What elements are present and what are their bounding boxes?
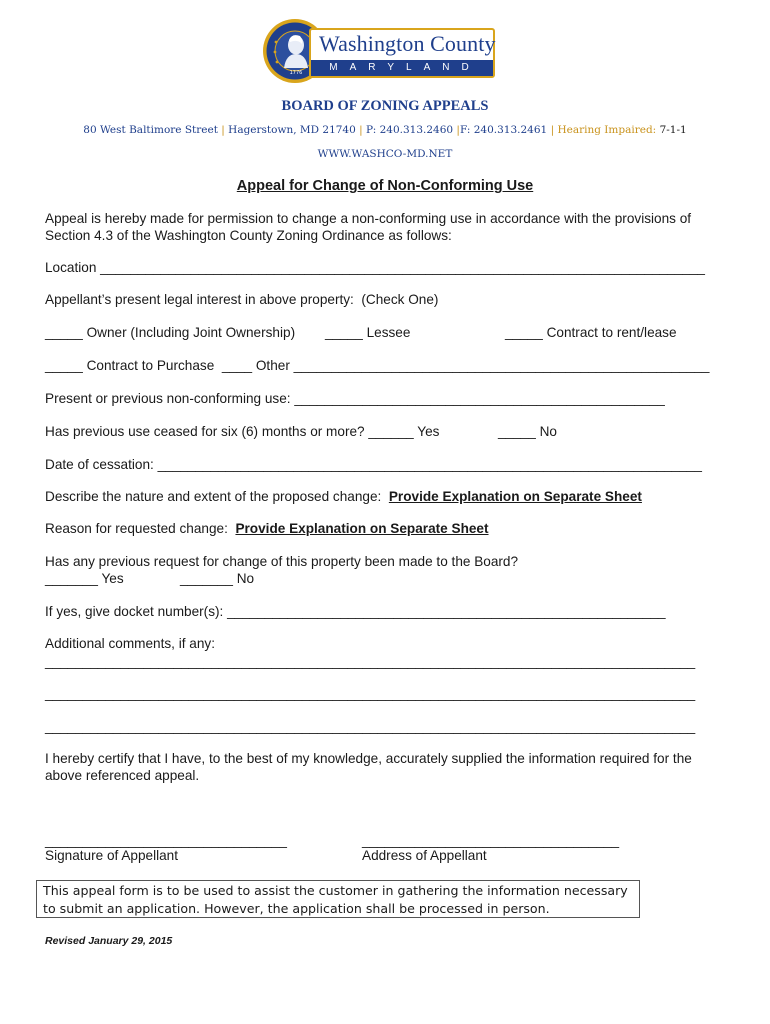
revision-date: Revised January 29, 2015 xyxy=(45,935,173,947)
seal-year: 1776 xyxy=(289,70,303,76)
logo-county-name: Washington County xyxy=(319,31,496,56)
prior-request-yes[interactable]: _______ Yes xyxy=(45,571,124,586)
location-field[interactable]: Location ________________________________________________________________________________ xyxy=(45,260,705,275)
logo-state-name: MARYLAND xyxy=(311,60,493,76)
hearing-impaired-label: Hearing Impaired: xyxy=(557,124,660,136)
reason-instruction: Provide Explanation on Separate Sheet xyxy=(235,521,489,536)
docket-number-field[interactable]: If yes, give docket number(s): __________________________________________________________ xyxy=(45,604,666,619)
reason-label: Reason for requested change: xyxy=(45,521,236,536)
intro-text-line-1: Appeal is hereby made for permission to change a non-conforming use in accordance with the provisions of xyxy=(45,211,692,226)
option-contract-rent[interactable]: _____ Contract to rent/lease xyxy=(505,325,677,340)
describe-change-label: Describe the nature and extent of the proposed change: xyxy=(45,489,389,504)
comments-label: Additional comments, if any: xyxy=(45,636,216,651)
contact-address-line xyxy=(0,124,770,136)
describe-change-row xyxy=(45,489,642,505)
address-label: Address of Appellant xyxy=(362,848,487,863)
separator: | xyxy=(453,124,460,136)
comment-line-2[interactable]: ______________________________________________________________________________________ xyxy=(45,686,696,701)
option-owner[interactable]: _____ Owner (Including Joint Ownership) xyxy=(45,325,296,340)
separator: | xyxy=(355,124,367,136)
fax-number: F: 240.313.2461 xyxy=(459,124,548,136)
board-title: BOARD OF ZONING APPEALS xyxy=(281,98,489,114)
separator: | xyxy=(547,124,558,136)
intro-text-line-2: Section 4.3 of the Washington County Zoning Ordinance as follows: xyxy=(45,228,452,243)
comment-line-1[interactable]: ______________________________________________________________________________________ xyxy=(45,654,696,669)
legal-interest-label: Appellant’s present legal interest in above property: (Check One) xyxy=(45,292,439,307)
describe-change-instruction: Provide Explanation on Separate Sheet xyxy=(388,489,642,504)
certification-line-1: I hereby certify that I have, to the best of my knowledge, accurately supplied the information required for the xyxy=(45,751,692,766)
form-title: Appeal for Change of Non-Conforming Use xyxy=(236,178,534,194)
prior-request-no[interactable]: _______ No xyxy=(180,571,255,586)
county-logo xyxy=(262,18,498,84)
cessation-date-field[interactable]: Date of cessation: ________________________________________________________________________ xyxy=(45,457,702,472)
hearing-impaired-number: 7-1-1 xyxy=(659,124,687,136)
phone-number: P: 240.313.2460 xyxy=(366,124,454,136)
city-state-zip: Hagerstown, MD 21740 xyxy=(228,124,356,136)
separator: | xyxy=(217,124,229,136)
website-link[interactable]: WWW.WASHCO-MD.NET xyxy=(317,148,453,160)
option-lessee[interactable]: _____ Lessee xyxy=(325,325,411,340)
previous-use-field[interactable]: Present or previous non-conforming use: _________________________________________________ xyxy=(45,391,665,406)
street-address: 80 West Baltimore Street xyxy=(83,124,218,136)
logo-banner xyxy=(309,28,495,78)
in-person-disclaimer: This appeal form is to be used to assist the customer in gathering the information necessary to submit an application. However, the application shall be processed in person. xyxy=(36,880,640,918)
prior-request-question: Has any previous request for change of this property been made to the Board? xyxy=(45,554,519,569)
comment-line-3[interactable]: ______________________________________________________________________________________ xyxy=(45,719,696,734)
signature-label: Signature of Appellant xyxy=(45,848,179,863)
ceased-no-field[interactable]: _____ No xyxy=(498,424,557,439)
signature-line[interactable]: ________________________________ xyxy=(45,833,287,848)
ceased-yes-field[interactable]: Has previous use ceased for six (6) months or more? ______ Yes xyxy=(45,424,440,439)
option-contract-purchase-other[interactable]: _____ Contract to Purchase ____ Other _______________________________________________________ xyxy=(45,358,710,373)
certification-line-2: above referenced appeal. xyxy=(45,768,200,783)
reason-row xyxy=(45,521,489,537)
address-line[interactable]: __________________________________ xyxy=(362,833,620,848)
